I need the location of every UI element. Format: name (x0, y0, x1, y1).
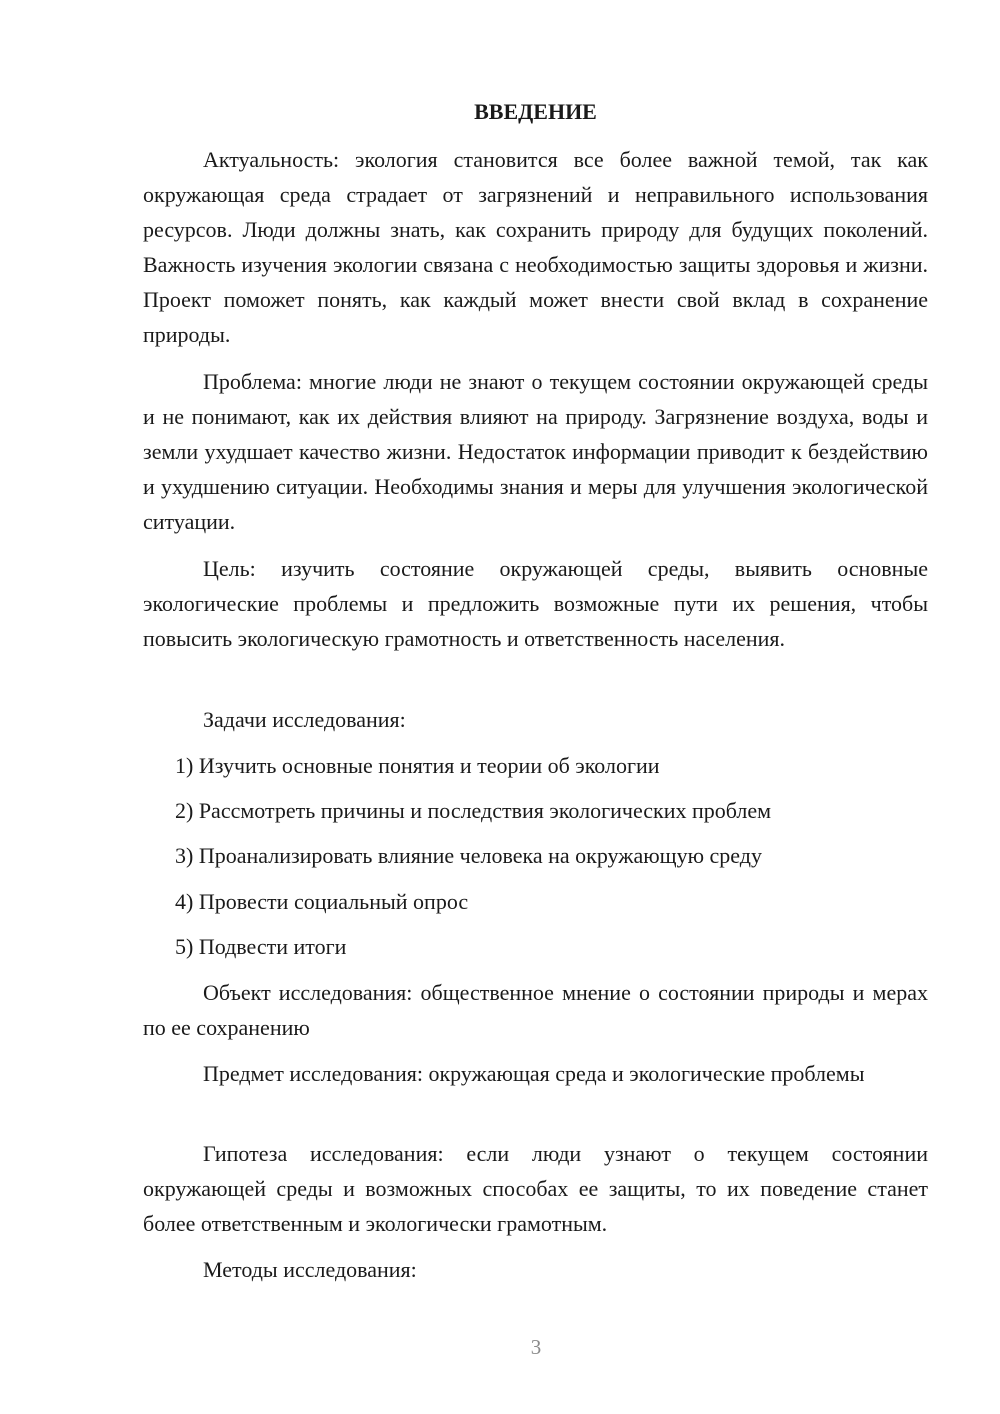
task-item: 1) Изучить основные понятия и теории об экологии (175, 753, 660, 778)
problem-paragraph: Проблема: многие люди не знают о текущем состоянии окружающей среды и не понимают, как их действия влияют на природу. Загрязнение воздуха, воды и земли ухудшает качество жизни. Недостаток информации приводит к бездействию и ухудшению ситуации. Необходимы знания и меры для улучшения экологической ситуации. (143, 369, 928, 534)
object-paragraph: Объект исследования: общественное мнение о состоянии природы и мерах по ее сохранению (143, 980, 928, 1040)
goal-paragraph: Цель: изучить состояние окружающей среды, выявить основные экологические проблемы и предложить возможные пути их решения, чтобы повысить экологическую грамотность и ответственность населения. (143, 556, 928, 651)
hypothesis-paragraph: Гипотеза исследования: если люди узнают о текущем состоянии окружающей среды и возможных способах ее защиты, то их поведение станет более ответственным и экологически грамотным. (143, 1141, 928, 1236)
task-item: 5) Подвести итоги (175, 934, 347, 959)
subject-paragraph: Предмет исследования: окружающая среда и экологические проблемы (203, 1061, 865, 1086)
relevance-paragraph: Актуальность: экология становится все более важной темой, так как окружающая среда страдает от загрязнений и неправильного использования ресурсов. Люди должны знать, как сохранить природу для будущих поколений. Важность изучения экологии связана с необходимостью защиты здоровья и жизни. Проект поможет понять, как каждый может внести свой вклад в сохранение природы. (143, 147, 928, 347)
section-title: ВВЕДЕНИЕ (474, 99, 597, 124)
page-number: 3 (530, 1335, 542, 1359)
task-item: 4) Провести социальный опрос (175, 889, 469, 914)
tasks-heading: Задачи исследования: (203, 707, 406, 732)
methods-heading: Методы исследования: (203, 1257, 417, 1282)
task-item: 3) Проанализировать влияние человека на окружающую среду (175, 843, 762, 868)
task-item: 2) Рассмотреть причины и последствия экологических проблем (175, 798, 772, 823)
